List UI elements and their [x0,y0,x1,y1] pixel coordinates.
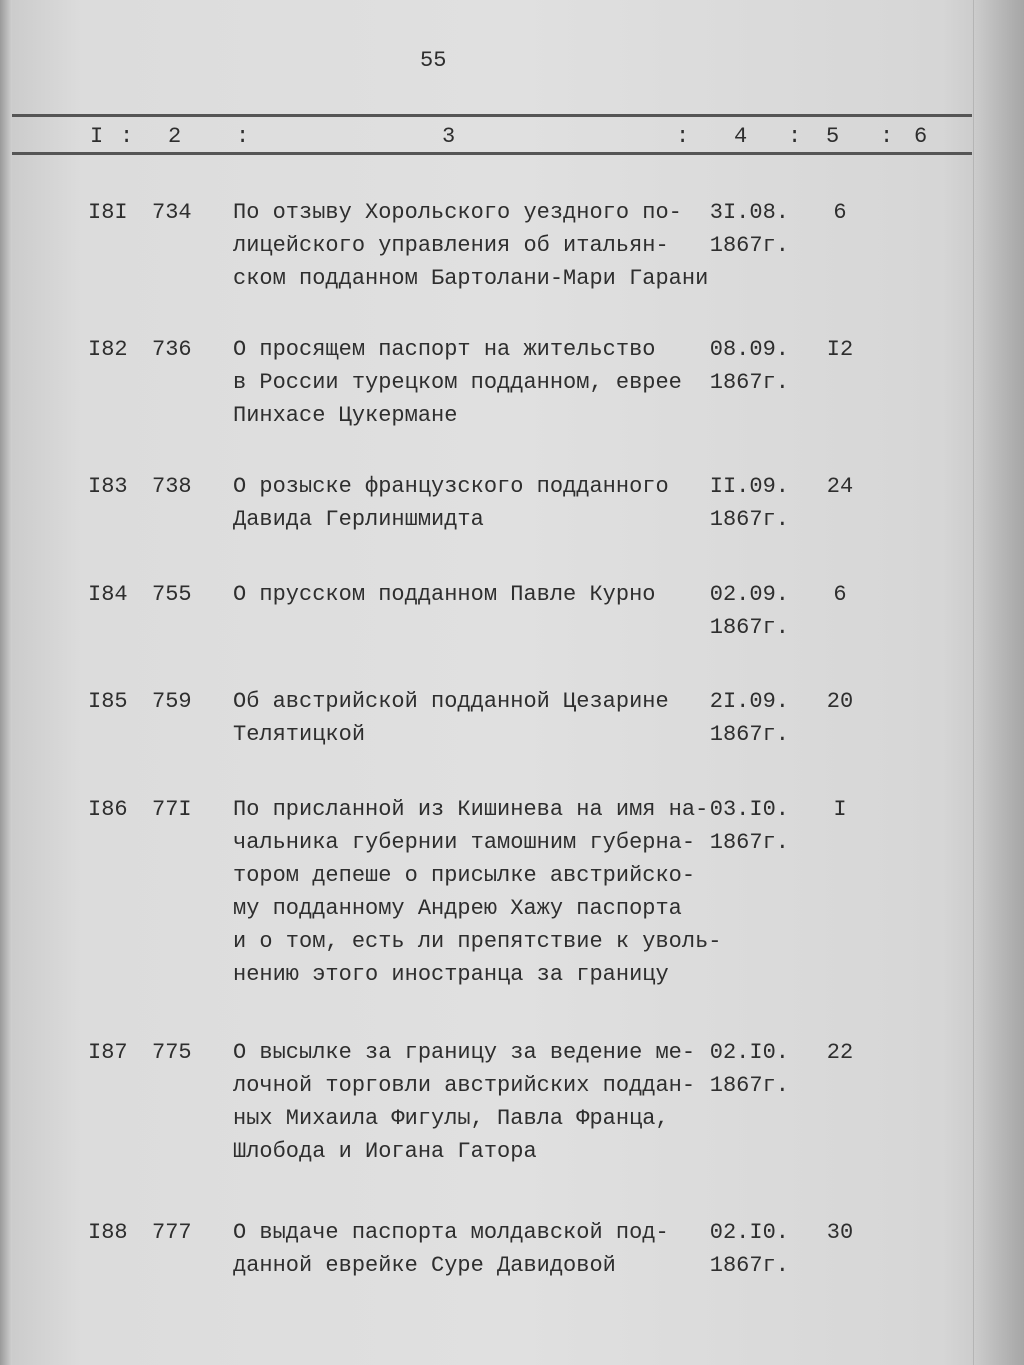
row-description [233,578,655,611]
column-header-label: 3 [442,124,456,149]
file-number: 755 [152,582,192,607]
file-number: 77I [152,797,192,822]
row-date [705,1216,789,1282]
description-line: тором депеше о присылке австрийско- [233,863,696,888]
date-line: 1867г. [709,830,789,855]
row-description [233,793,721,991]
date-line: 1867г. [709,722,789,747]
row-number: I85 [88,689,128,714]
row-date [705,470,789,536]
date-line: 1867г. [709,507,789,532]
description-line: му подданному Андрею Хажу паспорта [233,896,682,921]
header-bottom-rule [12,152,972,155]
file-number: 738 [152,474,192,499]
column-header-label: : [120,124,134,149]
row-number: I87 [88,1040,128,1065]
date-line: 3I.08. [709,200,789,225]
row-date [705,578,789,644]
row-description [233,470,669,536]
description-line: лочной торговли австрийских поддан- [233,1073,696,1098]
sheet-count: 22 [826,1040,854,1065]
sheet-count: 6 [833,200,847,225]
description-line: Пинхасе Цукермане [233,403,458,428]
page-number: 55 [420,48,447,73]
description-line: Телятицкой [233,722,366,747]
row-number: I84 [88,582,128,607]
row-date [705,1036,789,1102]
column-header-label: : [788,124,802,149]
sheet-count: I [833,797,847,822]
date-line: 1867г. [709,615,789,640]
file-number: 734 [152,200,192,225]
description-line: О прусском подданном Павле Курно [233,582,656,607]
row-description [233,685,669,751]
date-line: 02.I0. [709,1220,789,1245]
description-line: О выдаче паспорта молдавской под- [233,1220,669,1245]
row-description [233,1216,669,1282]
description-line: О высылке за границу за ведение ме- [233,1040,696,1065]
date-line: 2I.09. [709,689,789,714]
column-header-label: 4 [734,124,748,149]
column-header-label: : [880,124,894,149]
description-line: О просящем паспорт на жительство [233,337,656,362]
date-line: 02.I0. [709,1040,789,1065]
description-line: Об австрийской подданной Цезарине [233,689,669,714]
column-header-label: 6 [914,124,928,149]
row-date [705,685,789,751]
row-date [705,793,789,859]
row-number: I88 [88,1220,128,1245]
column-header-label: 5 [826,124,840,149]
description-line: данной еврейке Суре Давидовой [233,1253,616,1278]
date-line: II.09. [709,474,789,499]
date-line: 08.09. [709,337,789,362]
description-line: нению этого иностранца за границу [233,962,669,987]
page-left-edge [0,0,12,1365]
sheet-count: I2 [826,337,854,362]
date-line: 1867г. [709,1073,789,1098]
row-number: I86 [88,797,128,822]
description-line: ском подданном Бартолани-Мари Гарани [233,266,709,291]
date-line: 1867г. [709,1253,789,1278]
date-line: 03.I0. [709,797,789,822]
description-line: Давида Герлиншмидта [233,507,484,532]
row-number: I83 [88,474,128,499]
file-number: 777 [152,1220,192,1245]
row-date [705,333,789,399]
column-header-label: I [90,124,104,149]
column-header-label: : [236,124,250,149]
description-line: в России турецком подданном, еврее [233,370,682,395]
sheet-count: 6 [833,582,847,607]
row-date [705,196,789,262]
row-description [233,1036,695,1168]
header-top-rule [12,114,972,117]
description-line: чальника губернии тамошним губерна- [233,830,696,855]
file-number: 759 [152,689,192,714]
sheet-count: 20 [826,689,854,714]
column-header-label: 2 [168,124,182,149]
description-line: По присланной из Кишинева на имя на- [233,797,709,822]
description-line: и о том, есть ли препятствие к уволь- [233,929,722,954]
description-line: По отзыву Хорольского уездного по- [233,200,682,225]
row-description [233,333,682,432]
row-description [233,196,708,295]
column-header-label: : [676,124,690,149]
description-line: Шлобода и Иогана Гатора [233,1139,537,1164]
file-number: 736 [152,337,192,362]
row-number: I82 [88,337,128,362]
file-number: 775 [152,1040,192,1065]
date-line: 1867г. [709,370,789,395]
sheet-count: 24 [826,474,854,499]
page-right-edge [973,0,1024,1365]
date-line: 02.09. [709,582,789,607]
row-number: I8I [88,200,128,225]
description-line: ных Михаила Фигулы, Павла Франца, [233,1106,669,1131]
description-line: О розыске французского подданного [233,474,669,499]
sheet-count: 30 [826,1220,854,1245]
date-line: 1867г. [709,233,789,258]
description-line: лицейского управления об итальян- [233,233,669,258]
